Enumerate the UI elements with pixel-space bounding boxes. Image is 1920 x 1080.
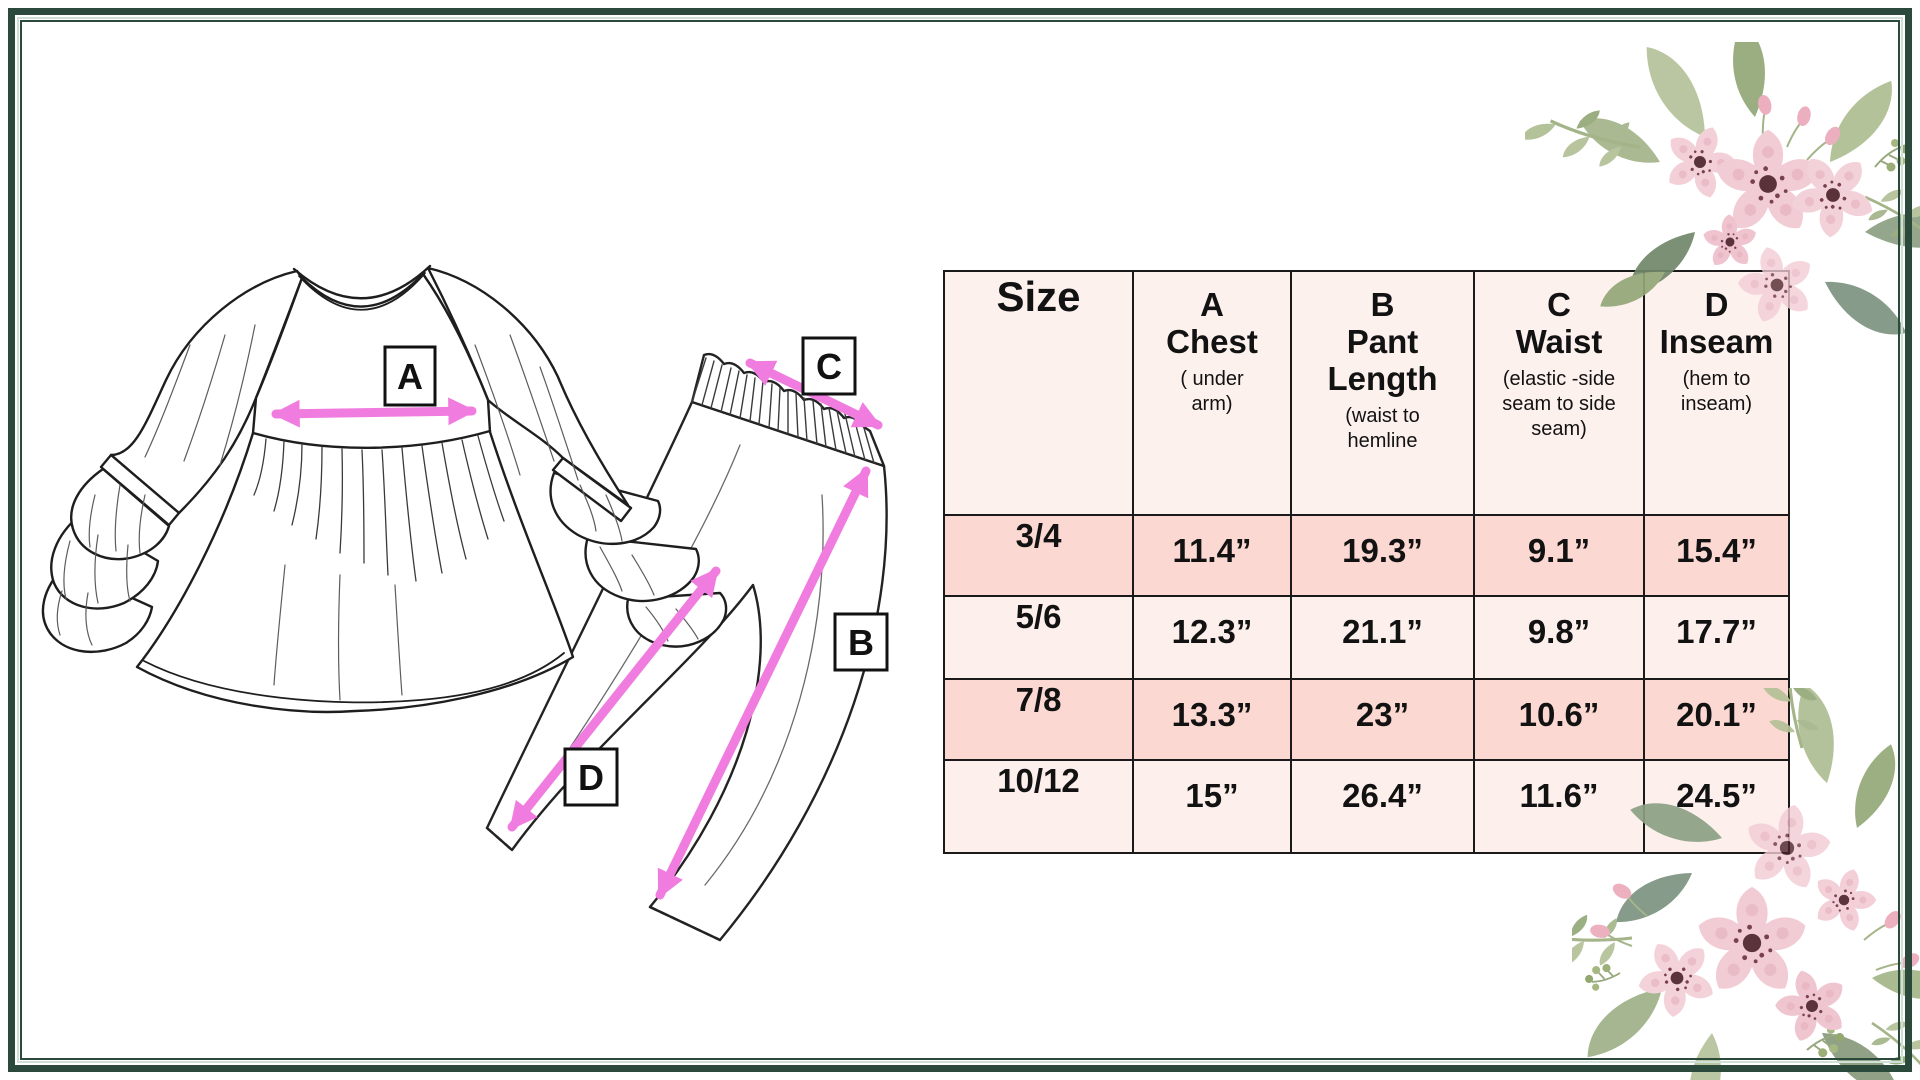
cell-size: 10/12: [944, 760, 1133, 853]
cell-waist: 11.6”: [1474, 760, 1644, 853]
header-waist: C Waist (elastic -side seam to side seam): [1474, 271, 1644, 515]
cell-waist: 9.1”: [1474, 515, 1644, 596]
header-pant-length: B Pant Length (waist to hemline: [1291, 271, 1474, 515]
cell-size: 5/6: [944, 596, 1133, 679]
measurement-arrow-a: [276, 411, 472, 414]
cell-chest: 15”: [1133, 760, 1291, 853]
cell-size: 3/4: [944, 515, 1133, 596]
cell-inseam: 17.7”: [1644, 596, 1789, 679]
garment-illustration: [40, 195, 920, 995]
cell-inseam: 15.4”: [1644, 515, 1789, 596]
table-row: [944, 515, 1789, 596]
cell-pant: 23”: [1291, 679, 1474, 760]
cell-pant: 21.1”: [1291, 596, 1474, 679]
cell-size: 7/8: [944, 679, 1133, 760]
cell-chest: 13.3”: [1133, 679, 1291, 760]
floral-decoration-top-right: [1525, 42, 1920, 417]
table-row: [944, 596, 1789, 679]
label-letter-d: D: [578, 757, 604, 798]
label-letter-c: C: [816, 346, 842, 387]
label-letter-a: A: [397, 356, 423, 397]
cell-chest: 12.3”: [1133, 596, 1291, 679]
label-letter-b: B: [848, 622, 874, 663]
header-chest: A Chest ( under arm): [1133, 271, 1291, 515]
cell-pant: 19.3”: [1291, 515, 1474, 596]
header-inseam: D Inseam (hem to inseam): [1644, 271, 1789, 515]
cell-waist: 9.8”: [1474, 596, 1644, 679]
cell-waist: 10.6”: [1474, 679, 1644, 760]
cell-chest: 11.4”: [1133, 515, 1291, 596]
cell-pant: 26.4”: [1291, 760, 1474, 853]
cell-inseam: 24.5”: [1644, 760, 1789, 853]
cell-inseam: 20.1”: [1644, 679, 1789, 760]
floral-decoration-bottom-right: [1572, 688, 1920, 1080]
header-size: Size: [944, 271, 1133, 515]
